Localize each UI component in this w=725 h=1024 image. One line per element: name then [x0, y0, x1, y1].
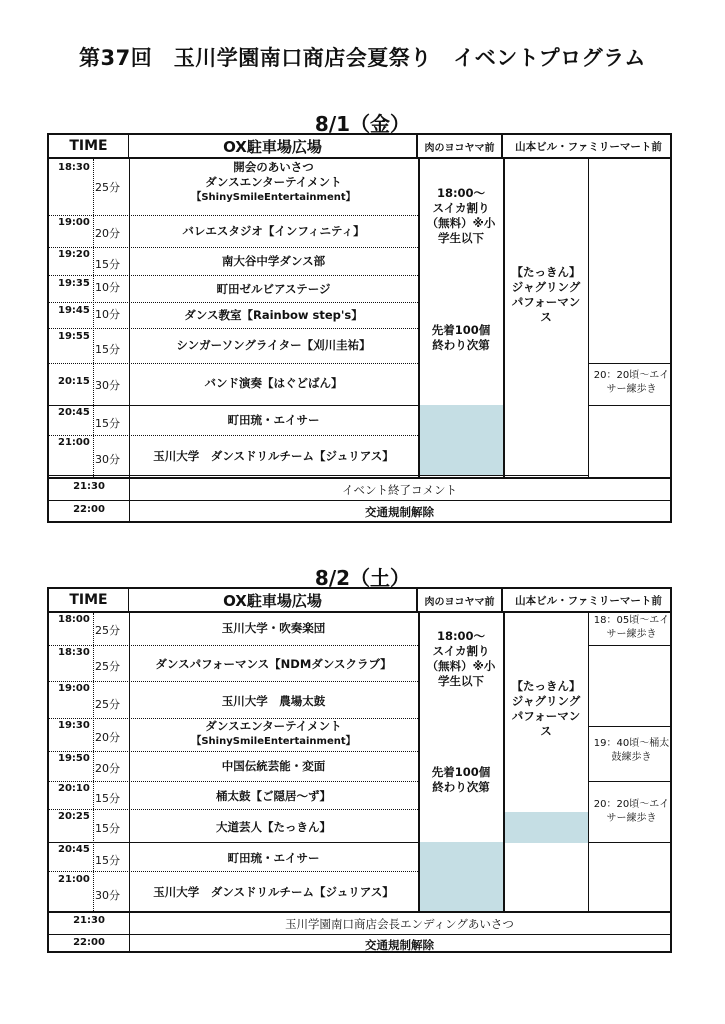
- header-ox-plaza: OX駐車場広場: [129, 135, 418, 157]
- time-cell: 20:10: [58, 783, 90, 794]
- traffic-release: 交通規制解除: [365, 505, 434, 519]
- row-divider: [49, 911, 670, 913]
- page-title: 第37回 玉川学園南口商店会夏祭り イベントプログラム: [79, 46, 646, 70]
- time-cell: 19:30: [58, 720, 90, 731]
- time-cell: 18:00: [58, 614, 90, 625]
- duration-cell: 30分: [95, 889, 120, 902]
- row-divider: [49, 275, 418, 276]
- row-divider: [49, 645, 418, 646]
- activity-cell: バレエスタジオ【インフィニティ】: [182, 224, 365, 238]
- col-divider: [93, 159, 94, 479]
- eisa-walk-note: [589, 614, 674, 642]
- watermelon-note: [419, 323, 503, 353]
- duration-cell: 20分: [95, 762, 120, 775]
- watermelon-event: [419, 629, 503, 689]
- note-line: 18：05頃～エイ: [593, 615, 670, 626]
- watermelon-event: [419, 186, 503, 246]
- yama-line: 【たっきん】: [511, 265, 581, 279]
- activity-cell: 町田琉・エイサー: [227, 413, 320, 427]
- end-time: 22:00: [73, 937, 105, 948]
- row-divider: [589, 781, 670, 782]
- duration-cell: 25分: [95, 660, 120, 673]
- duration-cell: 30分: [95, 453, 120, 466]
- note-line: 鼓練歩き: [611, 752, 652, 763]
- activity-cell: バンド演奏【はぐどばん】: [204, 376, 343, 390]
- note-line: 20：20頃～エイ: [593, 799, 670, 810]
- header-divider: [49, 611, 670, 613]
- yama-line: ス: [540, 724, 552, 738]
- day1-schedule-table: [47, 133, 672, 523]
- niku-line: 18:00～: [436, 186, 486, 200]
- niku-line: 学生以下: [438, 231, 484, 245]
- activity-cell: [129, 719, 418, 749]
- time-cell: 20:45: [58, 844, 90, 855]
- time-cell: 20:25: [58, 811, 90, 822]
- activity-cell: ダンス教室【Rainbow step's】: [184, 308, 363, 322]
- row-divider: [49, 751, 418, 752]
- note-line: 20：20頃～エイ: [593, 370, 670, 381]
- niku-line: スイカ割り: [432, 201, 490, 215]
- yama-line: パフォーマン: [511, 709, 581, 723]
- row-divider: [589, 405, 670, 406]
- activity-cell: 町田ゼルビアステージ: [216, 282, 331, 296]
- time-cell: 21:00: [58, 437, 90, 448]
- duration-cell: 25分: [95, 624, 120, 637]
- activity-line: 【ShinySmileEntertainment】: [191, 736, 356, 747]
- day2-date: 8/2（土）: [314, 566, 411, 590]
- time-cell: 19:50: [58, 753, 90, 764]
- time-cell: 21:00: [58, 874, 90, 885]
- row-divider: [49, 328, 418, 329]
- note-line: サー練歩き: [606, 813, 657, 824]
- row-divider: [49, 781, 418, 782]
- row-divider: [49, 215, 418, 216]
- note-line: サー練歩き: [606, 384, 657, 395]
- duration-cell: 25分: [95, 698, 120, 711]
- yama-line: ジャグリング: [511, 694, 581, 708]
- watermelon-note: [419, 765, 503, 795]
- end-time: 21:30: [73, 481, 105, 492]
- header-time: TIME: [49, 135, 129, 157]
- niku-line: 18:00～: [436, 629, 486, 643]
- header-niku-yokoyama: 肉のヨコヤマ前: [418, 135, 503, 157]
- niku-line: 先着100個: [431, 323, 491, 337]
- activity-cell: 玉川大学・吹奏楽団: [221, 621, 326, 635]
- header-niku-yokoyama: 肉のヨコヤマ前: [418, 589, 503, 611]
- duration-cell: 15分: [95, 258, 120, 271]
- niku-line: 終わり次第: [432, 338, 490, 352]
- duration-cell: 15分: [95, 792, 120, 805]
- duration-cell: 30分: [95, 379, 120, 392]
- activity-cell: 玉川大学 農場太鼓: [221, 694, 326, 708]
- time-cell: 20:15: [58, 376, 90, 387]
- traffic-release: 交通規制解除: [365, 938, 434, 952]
- niku-line: （無料）※小: [426, 216, 496, 230]
- duration-cell: 15分: [95, 343, 120, 356]
- activity-cell: 玉川大学 ダンスドリルチーム【ジュリアス】: [153, 449, 394, 463]
- activity-cell: [129, 160, 418, 205]
- activity-cell: 大道芸人【たっきん】: [216, 820, 331, 834]
- taiko-walk-note: [589, 737, 674, 765]
- time-cell: 18:30: [58, 162, 90, 173]
- day2-schedule-table: [47, 587, 672, 953]
- end-time: 21:30: [73, 915, 105, 926]
- col-divider: [588, 159, 589, 479]
- niku-line: 先着100個: [431, 765, 491, 779]
- activity-line: 開会のあいさつ: [233, 160, 314, 174]
- row-divider: [49, 477, 670, 479]
- duration-cell: 15分: [95, 854, 120, 867]
- row-divider: [49, 809, 418, 810]
- time-cell: 19:00: [58, 217, 90, 228]
- end-comment: イベント終了コメント: [342, 483, 457, 497]
- activity-cell: シンガーソングライター【刈川圭祐】: [176, 338, 371, 352]
- time-cell: 19:00: [58, 683, 90, 694]
- row-divider: [49, 842, 419, 843]
- header-divider: [49, 157, 670, 159]
- activity-cell: 桶太鼓【ご隠居～ず】: [216, 789, 331, 803]
- row-divider: [589, 842, 670, 843]
- header-ox-plaza: OX駐車場広場: [129, 589, 418, 611]
- ending-greeting: 玉川学園南口商店会長エンディングあいさつ: [285, 917, 514, 931]
- activity-cell: 玉川大学 ダンスドリルチーム【ジュリアス】: [153, 885, 394, 899]
- time-cell: 19:45: [58, 305, 90, 316]
- niku-line: スイカ割り: [432, 644, 490, 658]
- shade-block: [504, 812, 588, 843]
- duration-cell: 20分: [95, 227, 120, 240]
- col-divider: [503, 613, 505, 913]
- row-divider: [49, 302, 418, 303]
- yama-line: ス: [540, 310, 552, 324]
- niku-line: （無料）※小: [426, 659, 496, 673]
- row-divider: [49, 934, 670, 935]
- activity-cell: ダンスパフォーマンス【NDMダンスクラブ】: [155, 657, 392, 671]
- row-divider: [49, 475, 589, 476]
- row-divider: [589, 726, 670, 727]
- day1-date: 8/1（金）: [314, 112, 411, 136]
- row-divider: [49, 681, 418, 682]
- activity-line: ダンスエンターテイメント: [205, 719, 342, 733]
- shade-block: [419, 842, 503, 911]
- time-cell: 20:45: [58, 407, 90, 418]
- duration-cell: 20分: [95, 731, 120, 744]
- juggling-performance: [504, 679, 588, 739]
- row-divider: [49, 363, 418, 364]
- duration-cell: 10分: [95, 281, 120, 294]
- activity-line: ダンスエンターテイメント: [205, 175, 342, 189]
- activity-cell: 中国伝統芸能・変面: [221, 759, 326, 773]
- row-divider: [49, 435, 418, 436]
- header-yamamoto-building: 山本ビル・ファミリーマート前: [515, 140, 662, 153]
- activity-cell: 町田琉・エイサー: [227, 851, 320, 865]
- row-divider: [49, 871, 418, 872]
- niku-line: 学生以下: [438, 674, 484, 688]
- col-divider: [93, 613, 94, 913]
- shade-block: [419, 405, 503, 475]
- row-divider: [589, 645, 670, 646]
- yama-line: パフォーマン: [511, 295, 581, 309]
- row-divider: [49, 247, 418, 248]
- duration-cell: 25分: [95, 181, 120, 194]
- header-yamamoto-building: 山本ビル・ファミリーマート前: [515, 594, 662, 607]
- niku-line: 終わり次第: [432, 780, 490, 794]
- duration-cell: 10分: [95, 308, 120, 321]
- activity-cell: 南大谷中学ダンス部: [221, 254, 326, 268]
- time-cell: 19:20: [58, 249, 90, 260]
- time-cell: 19:55: [58, 331, 90, 342]
- note-line: サー練歩き: [606, 629, 657, 640]
- eisa-walk-note: [589, 798, 674, 826]
- note-line: 19：40頃～桶太: [593, 738, 670, 749]
- end-time: 22:00: [73, 504, 105, 515]
- juggling-performance: [504, 265, 588, 325]
- time-cell: 19:35: [58, 278, 90, 289]
- time-cell: 18:30: [58, 647, 90, 658]
- activity-line: 【ShinySmileEntertainment】: [191, 192, 356, 203]
- row-divider: [49, 405, 419, 406]
- eisa-walk-note: [589, 369, 674, 397]
- row-divider: [49, 500, 670, 501]
- yama-line: 【たっきん】: [511, 679, 581, 693]
- row-divider: [589, 363, 670, 364]
- duration-cell: 15分: [95, 822, 120, 835]
- header-time: TIME: [49, 589, 129, 611]
- yama-line: ジャグリング: [511, 280, 581, 294]
- duration-cell: 15分: [95, 417, 120, 430]
